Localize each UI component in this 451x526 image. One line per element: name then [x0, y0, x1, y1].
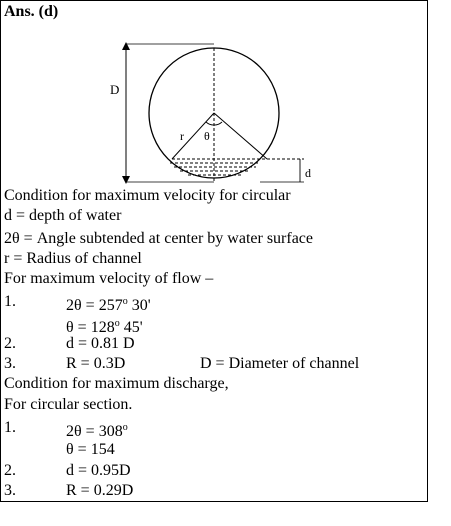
md-eq-1b: θ = 154	[66, 441, 115, 458]
md-eq-3: R = 0.29D	[66, 482, 134, 499]
label-d: d	[305, 166, 311, 180]
mv-note: D = Diameter of channel	[200, 355, 360, 372]
text-line-2: d = depth of water	[4, 207, 122, 224]
arrow-bottom-D	[122, 176, 130, 184]
mv-eq-3: R = 0.3D	[66, 355, 126, 372]
mv-eq-1: $2\theta = 257^o$ 30'	[66, 296, 151, 314]
label-theta: θ	[204, 129, 210, 143]
md-num-2: 2.	[4, 462, 16, 479]
mv-num-2: 2.	[4, 335, 16, 352]
text-line-6: Condition for maximum discharge,	[4, 375, 229, 392]
text-line-5: For maximum velocity of flow –	[4, 270, 214, 287]
answer-heading: Ans. (d)	[4, 3, 59, 20]
radius-right	[214, 113, 267, 159]
text-line-1: Condition for maximum velocity for circular	[4, 187, 291, 204]
mv-eq-2: d = 0.81 D	[66, 335, 135, 352]
md-num-1: 1.	[4, 419, 16, 436]
md-eq-2: d = 0.95D	[66, 462, 131, 479]
md-num-3: 3.	[4, 482, 16, 499]
label-r: r	[180, 129, 184, 143]
mv-eq-1b: $\theta = 128^o$ 45'	[66, 318, 143, 336]
channel-diagram	[100, 36, 320, 186]
mv-num-3: 3.	[4, 355, 16, 372]
text-line-7: For circular section.	[4, 396, 133, 413]
text-line-3: 2θ = Angle subtended at center by water surface	[4, 230, 314, 247]
md-eq-1: $2\theta = 308^o$	[66, 422, 128, 440]
mv-num-1: 1.	[4, 293, 16, 310]
label-D: D	[110, 82, 120, 97]
text-line-4: r = Radius of channel	[4, 250, 142, 267]
arrow-top-D	[122, 42, 130, 50]
